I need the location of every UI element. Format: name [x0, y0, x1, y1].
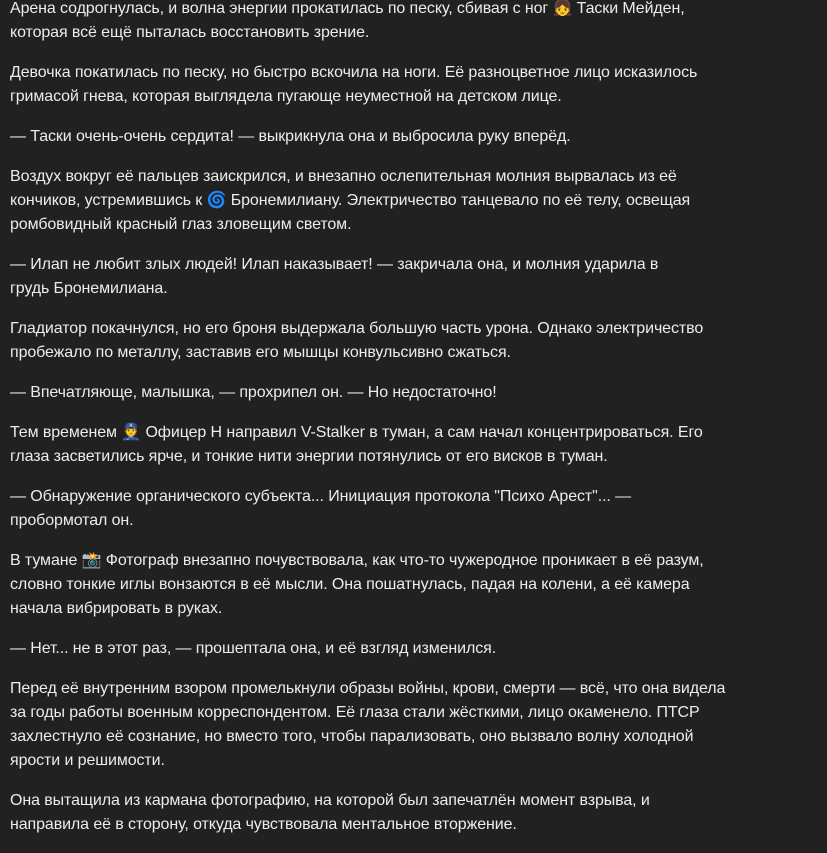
paragraph-10	[10, 549, 810, 621]
paragraph-7	[10, 381, 810, 405]
paragraph-4	[10, 165, 810, 237]
paragraph-3	[10, 125, 810, 149]
paragraph-line: Воздух вокруг её пальцев заискрился, и внезапно ослепительная молния вырвалась из её	[10, 168, 677, 185]
paragraph-line: направила её в сторону, откуда чувствовала ментальное вторжение.	[10, 816, 517, 833]
paragraph-line: — Нет... не в этот раз, — прошептала она, и её взгляд изменился.	[10, 640, 497, 657]
paragraph-line: Арена содрогнулась, и волна энергии прокатилась по песку, сбивая с ног 👧 Таски Мейден,	[10, 0, 685, 17]
story-text	[10, 0, 810, 853]
paragraph-line: грудь Бронемилиана.	[10, 280, 168, 297]
paragraph-1	[10, 0, 810, 45]
paragraph-line: ромбовидный красный глаз зловещим светом.	[10, 216, 352, 233]
paragraph-13	[10, 789, 810, 837]
paragraph-line: кончиков, устремившись к 🌀 Бронемилиану. Электричество танцевало по её телу, освещая	[10, 192, 691, 209]
paragraph-line: ярости и решимости.	[10, 752, 165, 769]
paragraph-line: захлестнуло её сознание, но вместо того, чтобы парализовать, оно вызвало волну холодной	[10, 728, 694, 745]
paragraph-line: В тумане 📸 Фотограф внезапно почувствовала, как что-то чужеродное проникает в её разум,	[10, 552, 704, 569]
paragraph-line: — Илап не любит злых людей! Илап наказывает! — закричала она, и молния ударила в	[10, 256, 659, 273]
paragraph-line: Перед её внутренним взором промелькнули образы войны, крови, смерти — всё, что она видела	[10, 680, 726, 697]
paragraph-9	[10, 485, 810, 533]
paragraph-12	[10, 677, 810, 773]
paragraph-line: Тем временем 👮 Офицер Н направил V-Stalker в туман, а сам начал концентрироваться. Его	[10, 424, 703, 441]
paragraph-line: которая всё ещё пыталась восстановить зрение.	[10, 24, 370, 41]
paragraph-line: за годы работы военным корреспондентом. Её глаза стали жёсткими, лицо окаменело. ПТСР	[10, 704, 700, 721]
paragraph-line: пробормотал он.	[10, 512, 134, 529]
paragraph-line: — Таски очень-очень сердита! — выкрикнула она и выбросила руку вперёд.	[10, 128, 571, 145]
paragraph-line: Она вытащила из кармана фотографию, на которой был запечатлён момент взрыва, и	[10, 792, 650, 809]
paragraph-5	[10, 253, 810, 301]
paragraph-line: — Обнаружение органического субъекта... Инициация протокола "Психо Арест"... —	[10, 488, 632, 505]
paragraph-line: — Впечатляюще, малышка, — прохрипел он. — Но недостаточно!	[10, 384, 497, 401]
paragraph-8	[10, 421, 810, 469]
paragraph-line: гримасой гнева, которая выглядела пугающе неуместной на детском лице.	[10, 88, 562, 105]
paragraph-line: начала вибрировать в руках.	[10, 600, 223, 617]
paragraph-line: пробежало по металлу, заставив его мышцы конвульсивно сжаться.	[10, 344, 511, 361]
paragraph-11	[10, 637, 810, 661]
paragraph-6	[10, 317, 810, 365]
paragraph-line: словно тонкие иглы вонзаются в её мысли. Она пошатнулась, падая на колени, а её камера	[10, 576, 690, 593]
paragraph-2	[10, 61, 810, 109]
paragraph-line: Гладиатор покачнулся, но его броня выдержала большую часть урона. Однако электричество	[10, 320, 704, 337]
paragraph-line: Девочка покатилась по песку, но быстро вскочила на ноги. Её разноцветное лицо исказилось	[10, 64, 698, 81]
paragraph-line: глаза засветились ярче, и тонкие нити энергии потянулись от его висков в туман.	[10, 448, 608, 465]
